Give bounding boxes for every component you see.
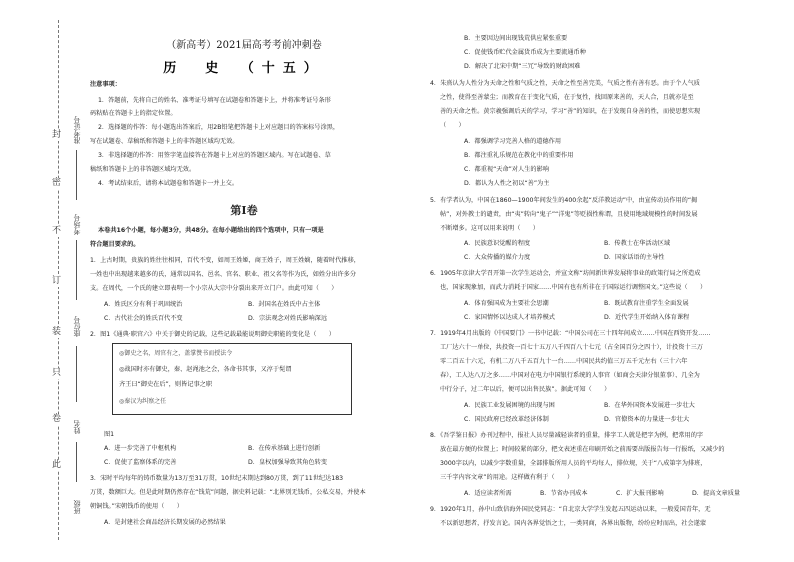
- question-6-option-c: C．家国情怀以达成人才培养模式: [464, 314, 555, 321]
- field-line: [76, 346, 77, 402]
- notes-line: 3．非选择题的作答：用签字笔直接答在答题卡上对应的答题区域内。写在试题卷、草: [98, 152, 331, 159]
- question-8-option-a: A．适应读者所需: [464, 490, 512, 497]
- seal-char: 只: [52, 368, 62, 378]
- question-7-option-c: C．国民政府已经改革经济体制: [464, 416, 549, 423]
- question-6-option-a: A．体育强国成为主要社会思潮: [464, 300, 549, 307]
- quote-line: ◎秦汉为纠察之任: [119, 398, 167, 405]
- question-3-stem: 3．宋时平均每年的铸币数量为13万至31万贯，10世纪末期达到80万贯，到了11世纪达183: [90, 475, 344, 482]
- question-2-option-d: D．皇权加强导致其角色转变: [248, 459, 328, 466]
- seal-char: 卷: [52, 414, 62, 424]
- notes-heading: 注意事项：: [90, 81, 121, 88]
- question-9-stem: 不以新思想者，抒发言论。国内各界觉悟之士，一类同商，各界出版物，纷纷应时而出，社会遂蒙: [440, 520, 707, 527]
- figure-1-quote-box: [112, 343, 352, 415]
- question-1-option-d: D．宗法观念对姓氏影响深远: [248, 315, 328, 322]
- question-7-option-d: D．官僚资本的力量进一步壮大: [604, 416, 690, 423]
- notes-line: 1．答题前，先将自己的姓名、准考证号填写在试题卷和答题卡上，并将准考证号条形: [98, 97, 331, 104]
- question-5-option-c: C．大众传播的媒介力度: [464, 254, 531, 261]
- section-intro: 符合题目要求的。: [90, 241, 140, 248]
- question-3-stem: 朝铜钱。”宋朝钱币的使用（ ）: [90, 503, 183, 510]
- question-1-stem: 一姓也中出现越来越多的氏，通常以国名、邑名、官名、职业、祖父名等作为氏，如姓分出许多分: [90, 271, 357, 278]
- question-8-stem: 3000字以内，以减少字数重量，全部排版所用人员的平均每人，排位规，关于“八成第字为排班，: [440, 460, 707, 467]
- question-5-stem: 不断增多。这可以用来说明（ ）: [440, 225, 539, 232]
- notes-line: 2．选择题的作答：每小题选出答案后，用2B铅笔把答题卡上对应题目的答案标号涂黑，: [98, 124, 340, 131]
- quote-line: 齐王曰“御史在后”，则皆记事之职: [119, 381, 213, 388]
- question-7-stem: 零二百五十六元，有机二万八千五百九十一台……中国民共约值三万五千元左右（三十六年: [440, 358, 688, 365]
- question-3-option-b: B．主要因边间出现钱荒供应紧张重要: [464, 35, 568, 42]
- question-5-stem: 帖”，对外教士的谴责，由“夷”转向“鬼子”“洋鬼”等贬损性称谓，且使用地域规模性的时间发展: [440, 211, 698, 218]
- question-3-stem: 万贯，数额巨大。但是此时期仍然存在“钱荒”问题，据史料记载：“北界别无钱币，公私交易，并使本: [90, 489, 366, 496]
- question-2-option-a: A．进一步完善了中枢机构: [104, 445, 177, 452]
- question-8-option-c: C．扩大报刊影响: [616, 490, 664, 497]
- question-4-option-a: A．都强调学习完善人格的道德作用: [464, 138, 562, 145]
- seal-char: 订: [52, 276, 62, 286]
- question-8-option-b: B．节省办刊成本: [540, 490, 588, 497]
- quote-line: ◎战国时亦有御史，秦、赵渑池之会，各命书其事，又淳于髡谓: [119, 366, 292, 373]
- question-4-option-d: D．都认为人性之初以“善”为主: [464, 180, 550, 187]
- seal-char: 不: [52, 226, 62, 236]
- question-1-option-b: B．封国名在姓氏中占主体: [248, 301, 321, 308]
- quote-line: ◎御史之名，周官有之，盖掌赞书而授法令: [119, 350, 233, 357]
- question-6-option-d: D．近代学生开始纳入体育课程: [604, 314, 690, 321]
- field-line: [76, 240, 77, 300]
- question-4-option-c: C．都重视“天命”对人生的影响: [464, 166, 549, 173]
- question-6-stem: 6．1905年京津大学召开第一次学生运动会，并宣文称“坊间新世界发展将事业的政策行局之所造成: [430, 270, 701, 277]
- notes-line: 写在试题卷、草稿纸和答题卡上的非答题区域均无效。: [90, 138, 239, 145]
- question-8-stem: 放在最方便的位置上；时间较紧的部分，把文表述重在印刷开始之前需要出版报告每一行报纸，又减少的: [440, 446, 725, 453]
- seal-char: 密: [52, 178, 62, 188]
- field-label-exam-number: 准考证号: [73, 116, 81, 144]
- question-4-stem: 善的天命之性。黄宗羲强调后天的学习，学习“善”的知识，在于发现自身善的性，而使思想实现: [440, 108, 701, 115]
- notes-line: 码粘贴在答题卡上的指定位置。: [90, 110, 177, 117]
- exam-title: （新高考）2021届高考考前冲刺卷: [166, 40, 322, 51]
- question-1-option-c: C．古代社会的姓氏百代不变: [104, 315, 183, 322]
- section-title: 第Ⅰ卷: [230, 204, 258, 217]
- question-4-option-b: B．都注重礼乐规范在教化中的重要作用: [464, 152, 574, 159]
- question-4-stem: 之性，使得至善蒙尘；而教育在于变化气质，在于复性，找回原来善的，天人合，且就亦是至: [440, 94, 694, 101]
- question-5-option-a: A．民族意识觉醒的程度: [464, 240, 531, 247]
- question-5-stem: 5．有学者认为，中国在1860—1900年间发生的400余起“反洋教运动”中，由宣传动员作用的“揭: [430, 197, 698, 204]
- seal-char: 此: [52, 460, 62, 470]
- field-label-seat-number: 座位号: [73, 316, 81, 337]
- question-7-stem: 工厂达六十一单位，共投资一百七十五万八千四百八十七元（占全国百分之四十），计投资十三万: [440, 344, 703, 351]
- field-label-class: 班级: [73, 500, 81, 514]
- field-label-name: 姓名: [73, 420, 81, 434]
- notes-line: 4．考试结束后，请将本试题卷和答题卡一并上交。: [98, 180, 239, 187]
- question-6-option-b: B．既试教育注重学生全面发展: [604, 300, 689, 307]
- question-3-option-d: D．解决了北宋中期“三冗”导致的财政困难: [464, 63, 581, 70]
- question-1-stem: 1．上古时期，贵族的姓往往相同，百代不变，如周王姓姬，商王姓子，周王姓嫡，随着时代推移，: [90, 257, 360, 264]
- binding-margin: [0, 0, 92, 562]
- question-7-stem: 7．1919年4月出版的《中国要门》一书中记载：“中国公司在三十四年间成立……中国在西资开发……: [430, 330, 711, 337]
- question-2-option-b: B．在传承基础上进行创新: [248, 445, 321, 452]
- figure-caption: 图1: [104, 431, 115, 438]
- question-4-stem: 4．朱熹认为人性分为天命之性和气质之性，天命之性至善完美，气质之性有善有恶。由于个人气质: [430, 80, 700, 87]
- question-8-stem: 三千字内容文章”的用途。这样做有利于（ ）: [440, 474, 574, 481]
- question-1-option-a: A．姓氏区分有利于巩固统治: [104, 301, 183, 308]
- question-7-option-a: A．民族工业发展困境的出现与困: [464, 402, 555, 409]
- question-7-stem: 春），工人达八万之多……中国对在电力中国银行系统的人事官（如商会天津分银董事）、几全为: [440, 372, 700, 379]
- question-8-stem: 8．《吾学鉴日报》办刊过程中，报社人员尽量减轻读者的重量，排字工人就是把字为例，把常用的字: [430, 432, 704, 439]
- question-5-option-d: D．国家话语的主导性: [604, 254, 665, 261]
- section-intro: 本卷共16个小题，每小题3分，共48分。在每小题给出的四个选项中，只有一项是: [98, 227, 324, 234]
- field-label-exam-room: 考场号: [73, 214, 81, 235]
- field-line: [76, 150, 77, 200]
- subject-title: 历 史 （十五）: [163, 61, 325, 76]
- question-9-stem: 9．1920年1月，孙中山致信海外国民党同志：“自北京大学学生发起五四运动以来，一般爱国青年，无: [430, 506, 711, 513]
- question-4-stem: （ ）: [440, 122, 465, 129]
- question-7-stem: 中行分子，过二年以后，便可以出售民族”。据此可知（ ）: [440, 386, 611, 393]
- question-2-option-c: C．促使了监察体系的完善: [104, 459, 177, 466]
- question-3-option-c: C．促使钱币贮代金属货币成为主要流通币种: [464, 49, 586, 56]
- question-5-option-b: B．传教士在华活动区域: [604, 240, 671, 247]
- question-8-option-d: D．提高文章质量: [692, 490, 741, 497]
- question-2-stem: 2．图1《通典·职官六》中关于御史的记载，这些记载最能说明御史职能的变化是（ ）: [90, 331, 335, 338]
- question-7-option-b: B．在华外国资本发展进一步壮大: [604, 402, 695, 409]
- field-line: [76, 442, 77, 482]
- question-1-stem: 支。在周代，一个氏的建立即表明一个小宗从大宗中分裂出来开立门户。由此可知（ ）: [90, 285, 338, 292]
- question-6-stem: 也，国家现象加，而武力消耗于国家……中国有也有所非在于国际运行调整国文。”这些说（ ）: [440, 284, 707, 291]
- seal-char: 装: [52, 327, 62, 337]
- question-3-option-a: A．是封建社会商品经济长期发展的必然结果: [104, 519, 226, 526]
- notes-line: 稿纸和答题卡上的非答题区域均无效。: [90, 166, 196, 173]
- seal-char: 封: [52, 130, 62, 140]
